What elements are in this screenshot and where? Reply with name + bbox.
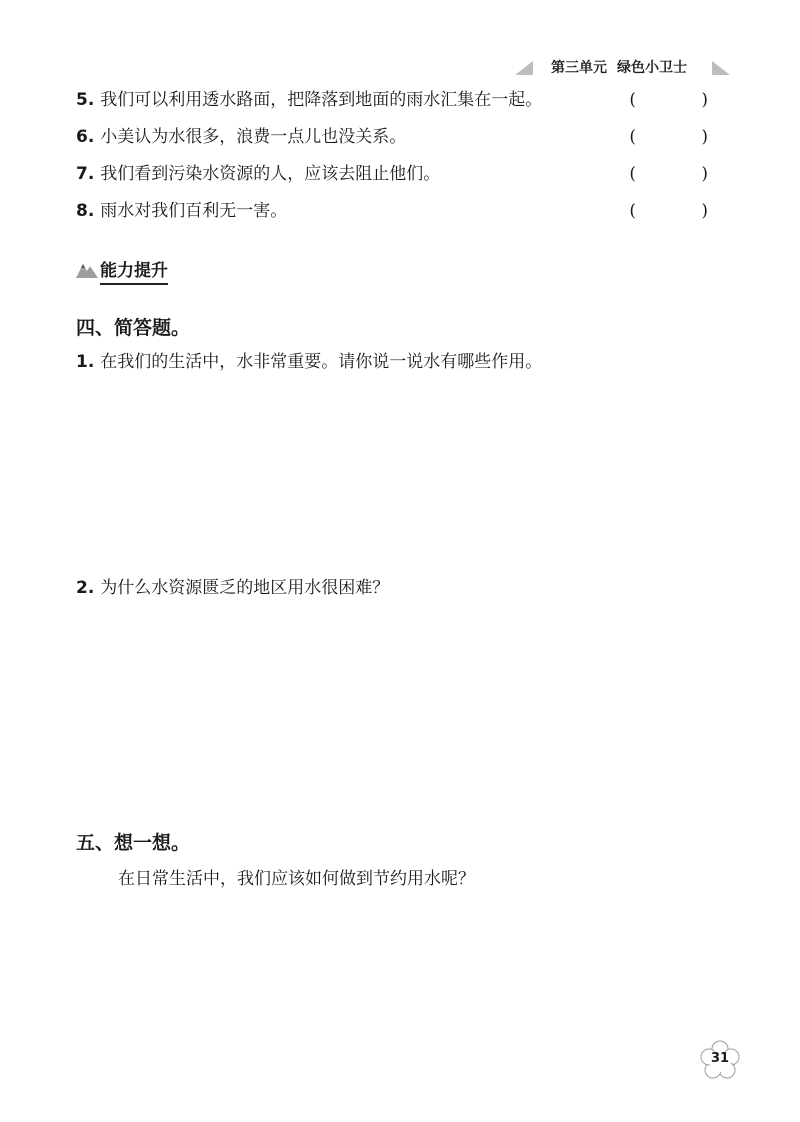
item-text: 小美认为水很多，浪费一点儿也没关系。 (100, 127, 407, 147)
header-unit: 第三单元 (551, 60, 607, 76)
question-2 (76, 573, 389, 598)
section5-title: 五、想一想。 (76, 832, 191, 854)
header-left-triangle (515, 61, 533, 75)
answer-parentheses[interactable]: ( ) (629, 90, 738, 110)
running-header (515, 57, 730, 81)
item-text: 雨水对我们百利无一害。 (100, 201, 288, 221)
header-topic: 绿色小卫士 (617, 60, 687, 76)
question-1 (76, 347, 542, 372)
header-text (551, 57, 687, 77)
question-text: 为什么水资源匮乏的地区用水很困难？ (100, 578, 390, 598)
item-number: 8. (76, 201, 95, 221)
question-number: 1. (76, 352, 95, 372)
answer-parentheses[interactable]: ( ) (629, 201, 738, 221)
item-text: 我们看到污染水资源的人，应该去阻止他们。 (100, 164, 441, 184)
item-number: 5. (76, 90, 95, 110)
item-number: 6. (76, 127, 95, 147)
section5-prompt: 在日常生活中，我们应该如何做到节约用水呢？ (118, 869, 475, 889)
item-number: 7. (76, 164, 95, 184)
question-text: 在我们的生活中，水非常重要。请你说一说水有哪些作用。 (100, 352, 543, 372)
page-number-badge (700, 1040, 740, 1080)
answer-parentheses[interactable]: ( ) (629, 164, 738, 184)
header-right-triangle (712, 61, 730, 75)
item-text: 我们可以利用透水路面，把降落到地面的雨水汇集在一起。 (100, 90, 543, 110)
judgement-item-8 (76, 199, 738, 223)
judgement-item-5 (76, 88, 738, 112)
judgement-item-7 (76, 162, 738, 186)
judgement-item-6 (76, 125, 738, 149)
answer-parentheses[interactable]: ( ) (629, 127, 738, 147)
mountain-icon (76, 258, 98, 282)
section4-title: 四、简答题。 (76, 317, 191, 339)
question-number: 2. (76, 578, 95, 598)
page-number: 31 (710, 1051, 730, 1066)
ability-label: 能力提升 (100, 256, 168, 285)
